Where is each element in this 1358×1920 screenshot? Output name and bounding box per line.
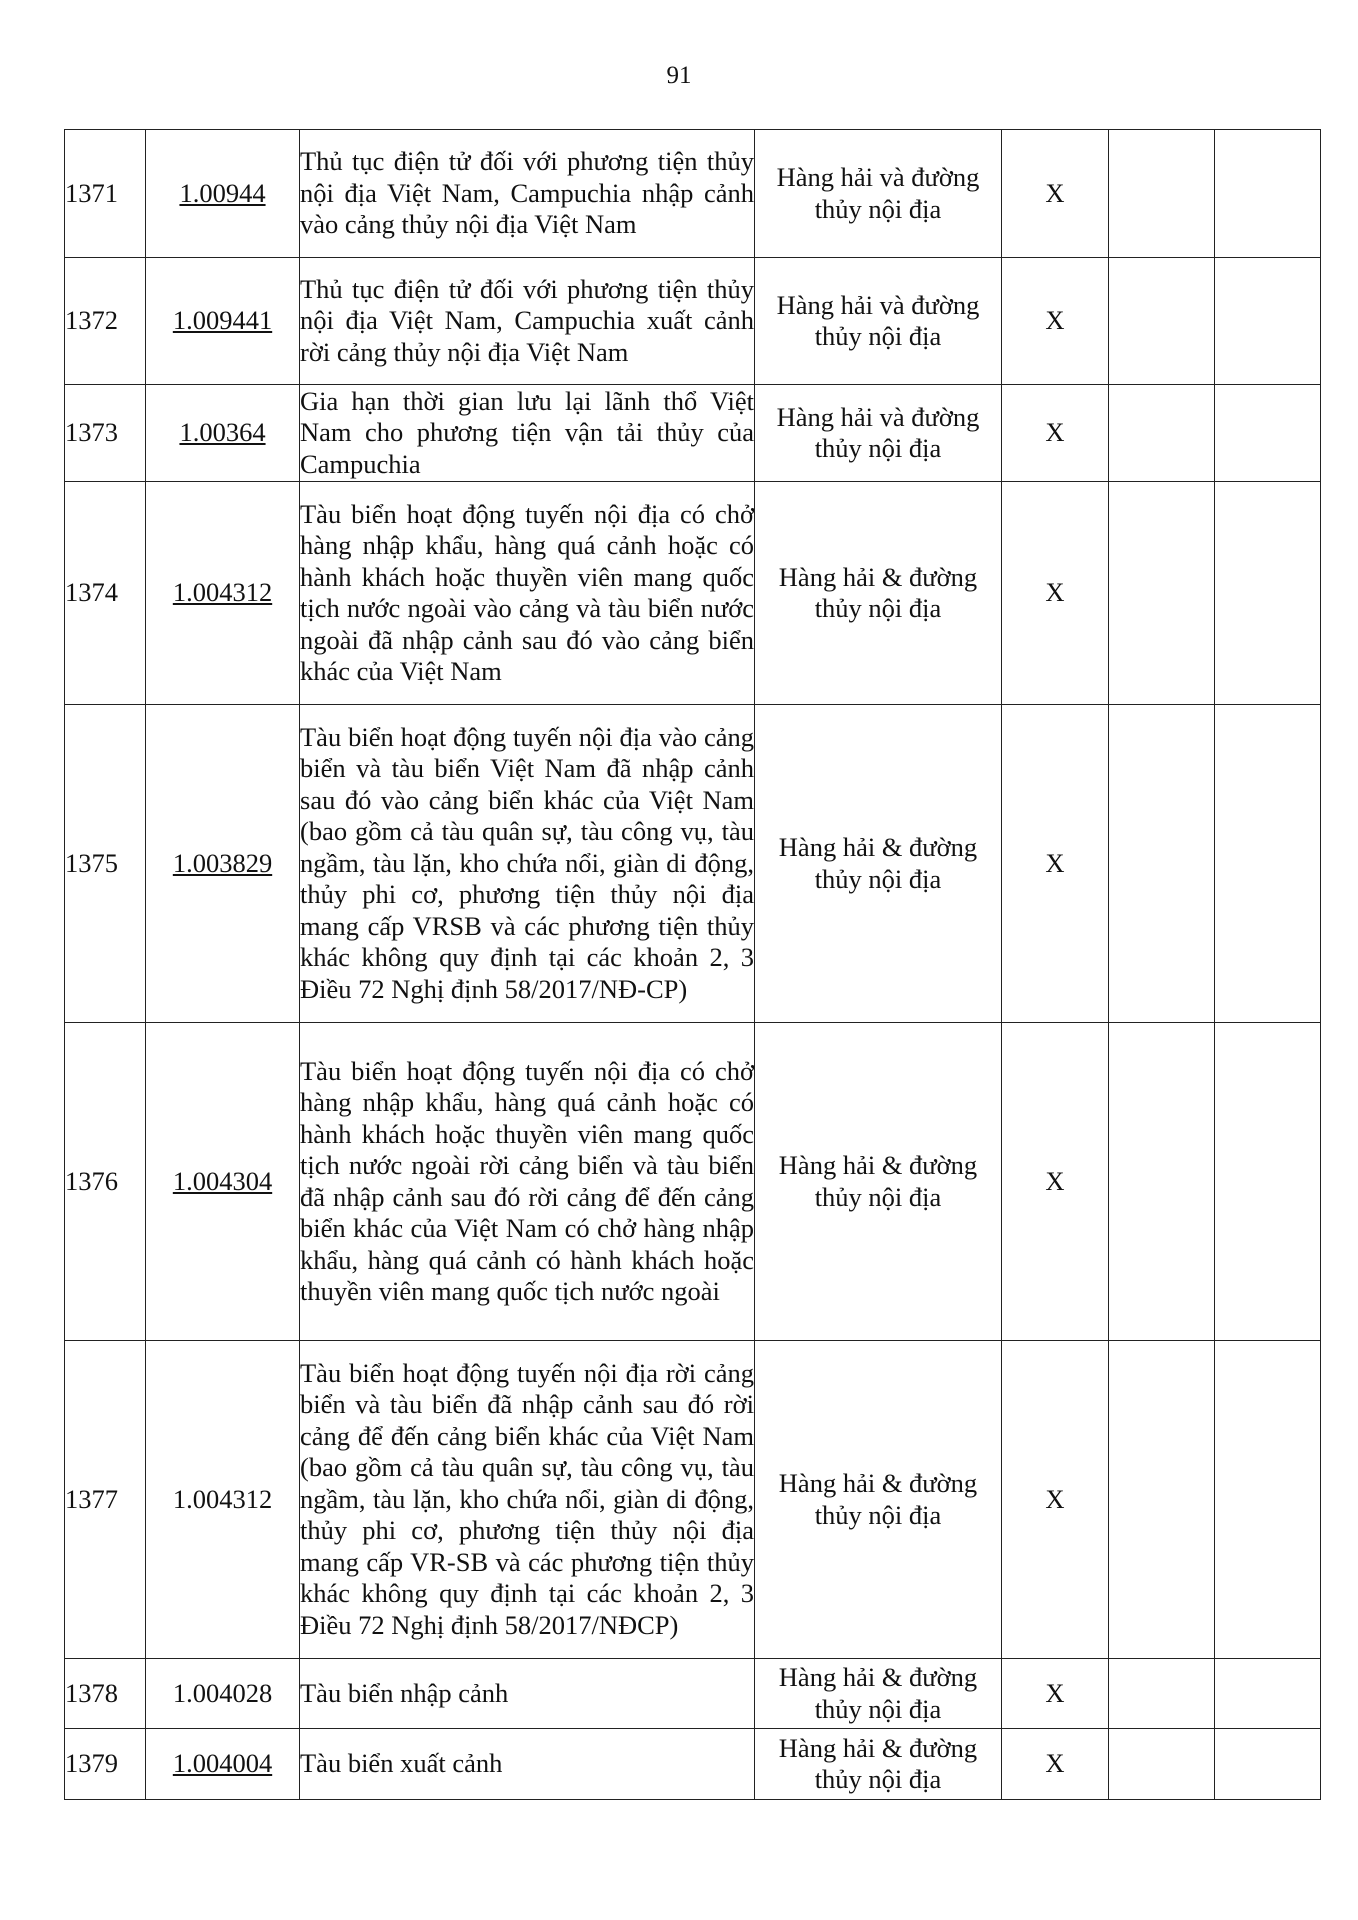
- level-mark: X: [1002, 1341, 1109, 1659]
- procedure-code-link[interactable]: 1.003829: [172, 847, 273, 878]
- level-mark: X: [1002, 385, 1109, 482]
- empty-cell: [1109, 1659, 1215, 1729]
- procedure-field: Hàng hải & đường thủy nội địa: [755, 1341, 1002, 1659]
- empty-cell: [1215, 1659, 1321, 1729]
- empty-cell: [1109, 258, 1215, 385]
- empty-cell: [1215, 482, 1321, 705]
- procedure-name: Tàu biển hoạt động tuyến nội địa vào cảng biển và tàu biển Việt Nam đã nhập cảnh sau đó vào cảng biển khác của Việt Nam (bao gồm cả tàu quân sự, tàu công vụ, tàu ngầm, tàu lặn, kho chứa nổi, giàn di động, thủy phi cơ, phương tiện thủy nội địa mang cấp VRSB và các phương tiện thủy khác không quy định tại các khoản 2, 3 Điều 72 Nghị định 58/2017/NĐ-CP): [300, 705, 755, 1023]
- empty-cell: [1109, 385, 1215, 482]
- row-number: 1378: [65, 1659, 146, 1729]
- procedure-code-text: 1.004028: [172, 1677, 273, 1708]
- row-number: 1373: [65, 385, 146, 482]
- level-mark: X: [1002, 258, 1109, 385]
- procedure-code-cell: [146, 1341, 300, 1659]
- empty-cell: [1109, 1729, 1215, 1800]
- procedure-code-link[interactable]: 1.004004: [172, 1748, 273, 1779]
- procedure-field: Hàng hải & đường thủy nội địa: [755, 705, 1002, 1023]
- table-row: [65, 482, 1321, 705]
- row-number: 1377: [65, 1341, 146, 1659]
- procedure-field: Hàng hải & đường thủy nội địa: [755, 482, 1002, 705]
- table-row: [65, 1341, 1321, 1659]
- row-number: 1372: [65, 258, 146, 385]
- procedure-code-cell: [146, 1659, 300, 1729]
- empty-cell: [1215, 1341, 1321, 1659]
- row-number: 1375: [65, 705, 146, 1023]
- page-number: 91: [666, 62, 692, 89]
- procedure-code-link[interactable]: 1.004304: [172, 1165, 273, 1196]
- table-row: [65, 1023, 1321, 1341]
- empty-cell: [1109, 482, 1215, 705]
- empty-cell: [1215, 130, 1321, 258]
- table-row: [65, 1729, 1321, 1800]
- empty-cell: [1215, 705, 1321, 1023]
- table-row: [65, 1659, 1321, 1729]
- row-number: 1371: [65, 130, 146, 258]
- procedure-name: Thủ tục điện tử đối với phương tiện thủy nội địa Việt Nam, Campuchia xuất cảnh rời cảng thủy nội địa Việt Nam: [300, 258, 755, 385]
- procedure-field: Hàng hải và đường thủy nội địa: [755, 130, 1002, 258]
- table-row: [65, 385, 1321, 482]
- table-row: [65, 258, 1321, 385]
- empty-cell: [1215, 385, 1321, 482]
- empty-cell: [1215, 1729, 1321, 1800]
- procedure-name: Tàu biển xuất cảnh: [300, 1729, 755, 1800]
- procedure-code-text: 1.004312: [172, 1483, 273, 1514]
- level-mark: X: [1002, 130, 1109, 258]
- procedure-code-cell: [146, 705, 300, 1023]
- procedure-code-cell: [146, 1729, 300, 1800]
- empty-cell: [1215, 1023, 1321, 1341]
- procedure-name: Thủ tục điện tử đối với phương tiện thủy nội địa Việt Nam, Campuchia nhập cảnh vào cảng thủy nội địa Việt Nam: [300, 130, 755, 258]
- table-row: [65, 130, 1321, 258]
- procedure-code-cell: [146, 1023, 300, 1341]
- level-mark: X: [1002, 482, 1109, 705]
- procedure-field: Hàng hải và đường thủy nội địa: [755, 258, 1002, 385]
- row-number: 1376: [65, 1023, 146, 1341]
- empty-cell: [1215, 258, 1321, 385]
- empty-cell: [1109, 1341, 1215, 1659]
- procedure-name: Tàu biển hoạt động tuyến nội địa có chở hàng nhập khẩu, hàng quá cảnh hoặc có hành khách hoặc thuyền viên mang quốc tịch nước ngoài rời cảng biển và tàu biển đã nhập cảnh sau đó rời cảng để đến cảng biển khác của Việt Nam có chở hàng nhập khẩu, hàng quá cảnh có hành khách hoặc thuyền viên mang quốc tịch nước ngoài: [300, 1023, 755, 1341]
- empty-cell: [1109, 130, 1215, 258]
- procedure-name: Gia hạn thời gian lưu lại lãnh thổ Việt Nam cho phương tiện vận tải thủy của Campuchia: [300, 385, 755, 482]
- procedure-code-link[interactable]: 1.009441: [172, 305, 273, 336]
- table-row: [65, 705, 1321, 1023]
- empty-cell: [1109, 1023, 1215, 1341]
- procedure-code-link[interactable]: 1.00364: [179, 417, 266, 448]
- procedure-field: Hàng hải & đường thủy nội địa: [755, 1659, 1002, 1729]
- empty-cell: [1109, 705, 1215, 1023]
- procedure-name: Tàu biển nhập cảnh: [300, 1659, 755, 1729]
- procedure-code-cell: [146, 482, 300, 705]
- procedure-code-cell: [146, 130, 300, 258]
- level-mark: X: [1002, 705, 1109, 1023]
- procedure-name: Tàu biển hoạt động tuyến nội địa rời cảng biển và tàu biển đã nhập cảnh sau đó rời cảng để đến cảng biển khác của Việt Nam (bao gồm cả tàu quân sự, tàu công vụ, tàu ngầm, tàu lặn, kho chứa nổi, giàn di động, thủy phi cơ, phương tiện thủy nội địa mang cấp VR-SB và các phương tiện thủy khác không quy định tại các khoản 2, 3 Điều 72 Nghị định 58/2017/NĐCP): [300, 1341, 755, 1659]
- procedures-table: [64, 129, 1321, 1800]
- procedure-field: Hàng hải & đường thủy nội địa: [755, 1729, 1002, 1800]
- procedure-code-cell: [146, 258, 300, 385]
- procedure-name: Tàu biển hoạt động tuyến nội địa có chở hàng nhập khẩu, hàng quá cảnh hoặc có hành khách hoặc thuyền viên mang quốc tịch nước ngoài vào cảng và tàu biển nước ngoài đã nhập cảnh sau đó vào cảng biển khác của Việt Nam: [300, 482, 755, 705]
- row-number: 1374: [65, 482, 146, 705]
- procedure-field: Hàng hải & đường thủy nội địa: [755, 1023, 1002, 1341]
- row-number: 1379: [65, 1729, 146, 1800]
- procedure-field: Hàng hải và đường thủy nội địa: [755, 385, 1002, 482]
- procedure-code-link[interactable]: 1.00944: [179, 177, 266, 208]
- level-mark: X: [1002, 1729, 1109, 1800]
- procedure-code-link[interactable]: 1.004312: [172, 577, 273, 608]
- level-mark: X: [1002, 1659, 1109, 1729]
- procedure-code-cell: [146, 385, 300, 482]
- level-mark: X: [1002, 1023, 1109, 1341]
